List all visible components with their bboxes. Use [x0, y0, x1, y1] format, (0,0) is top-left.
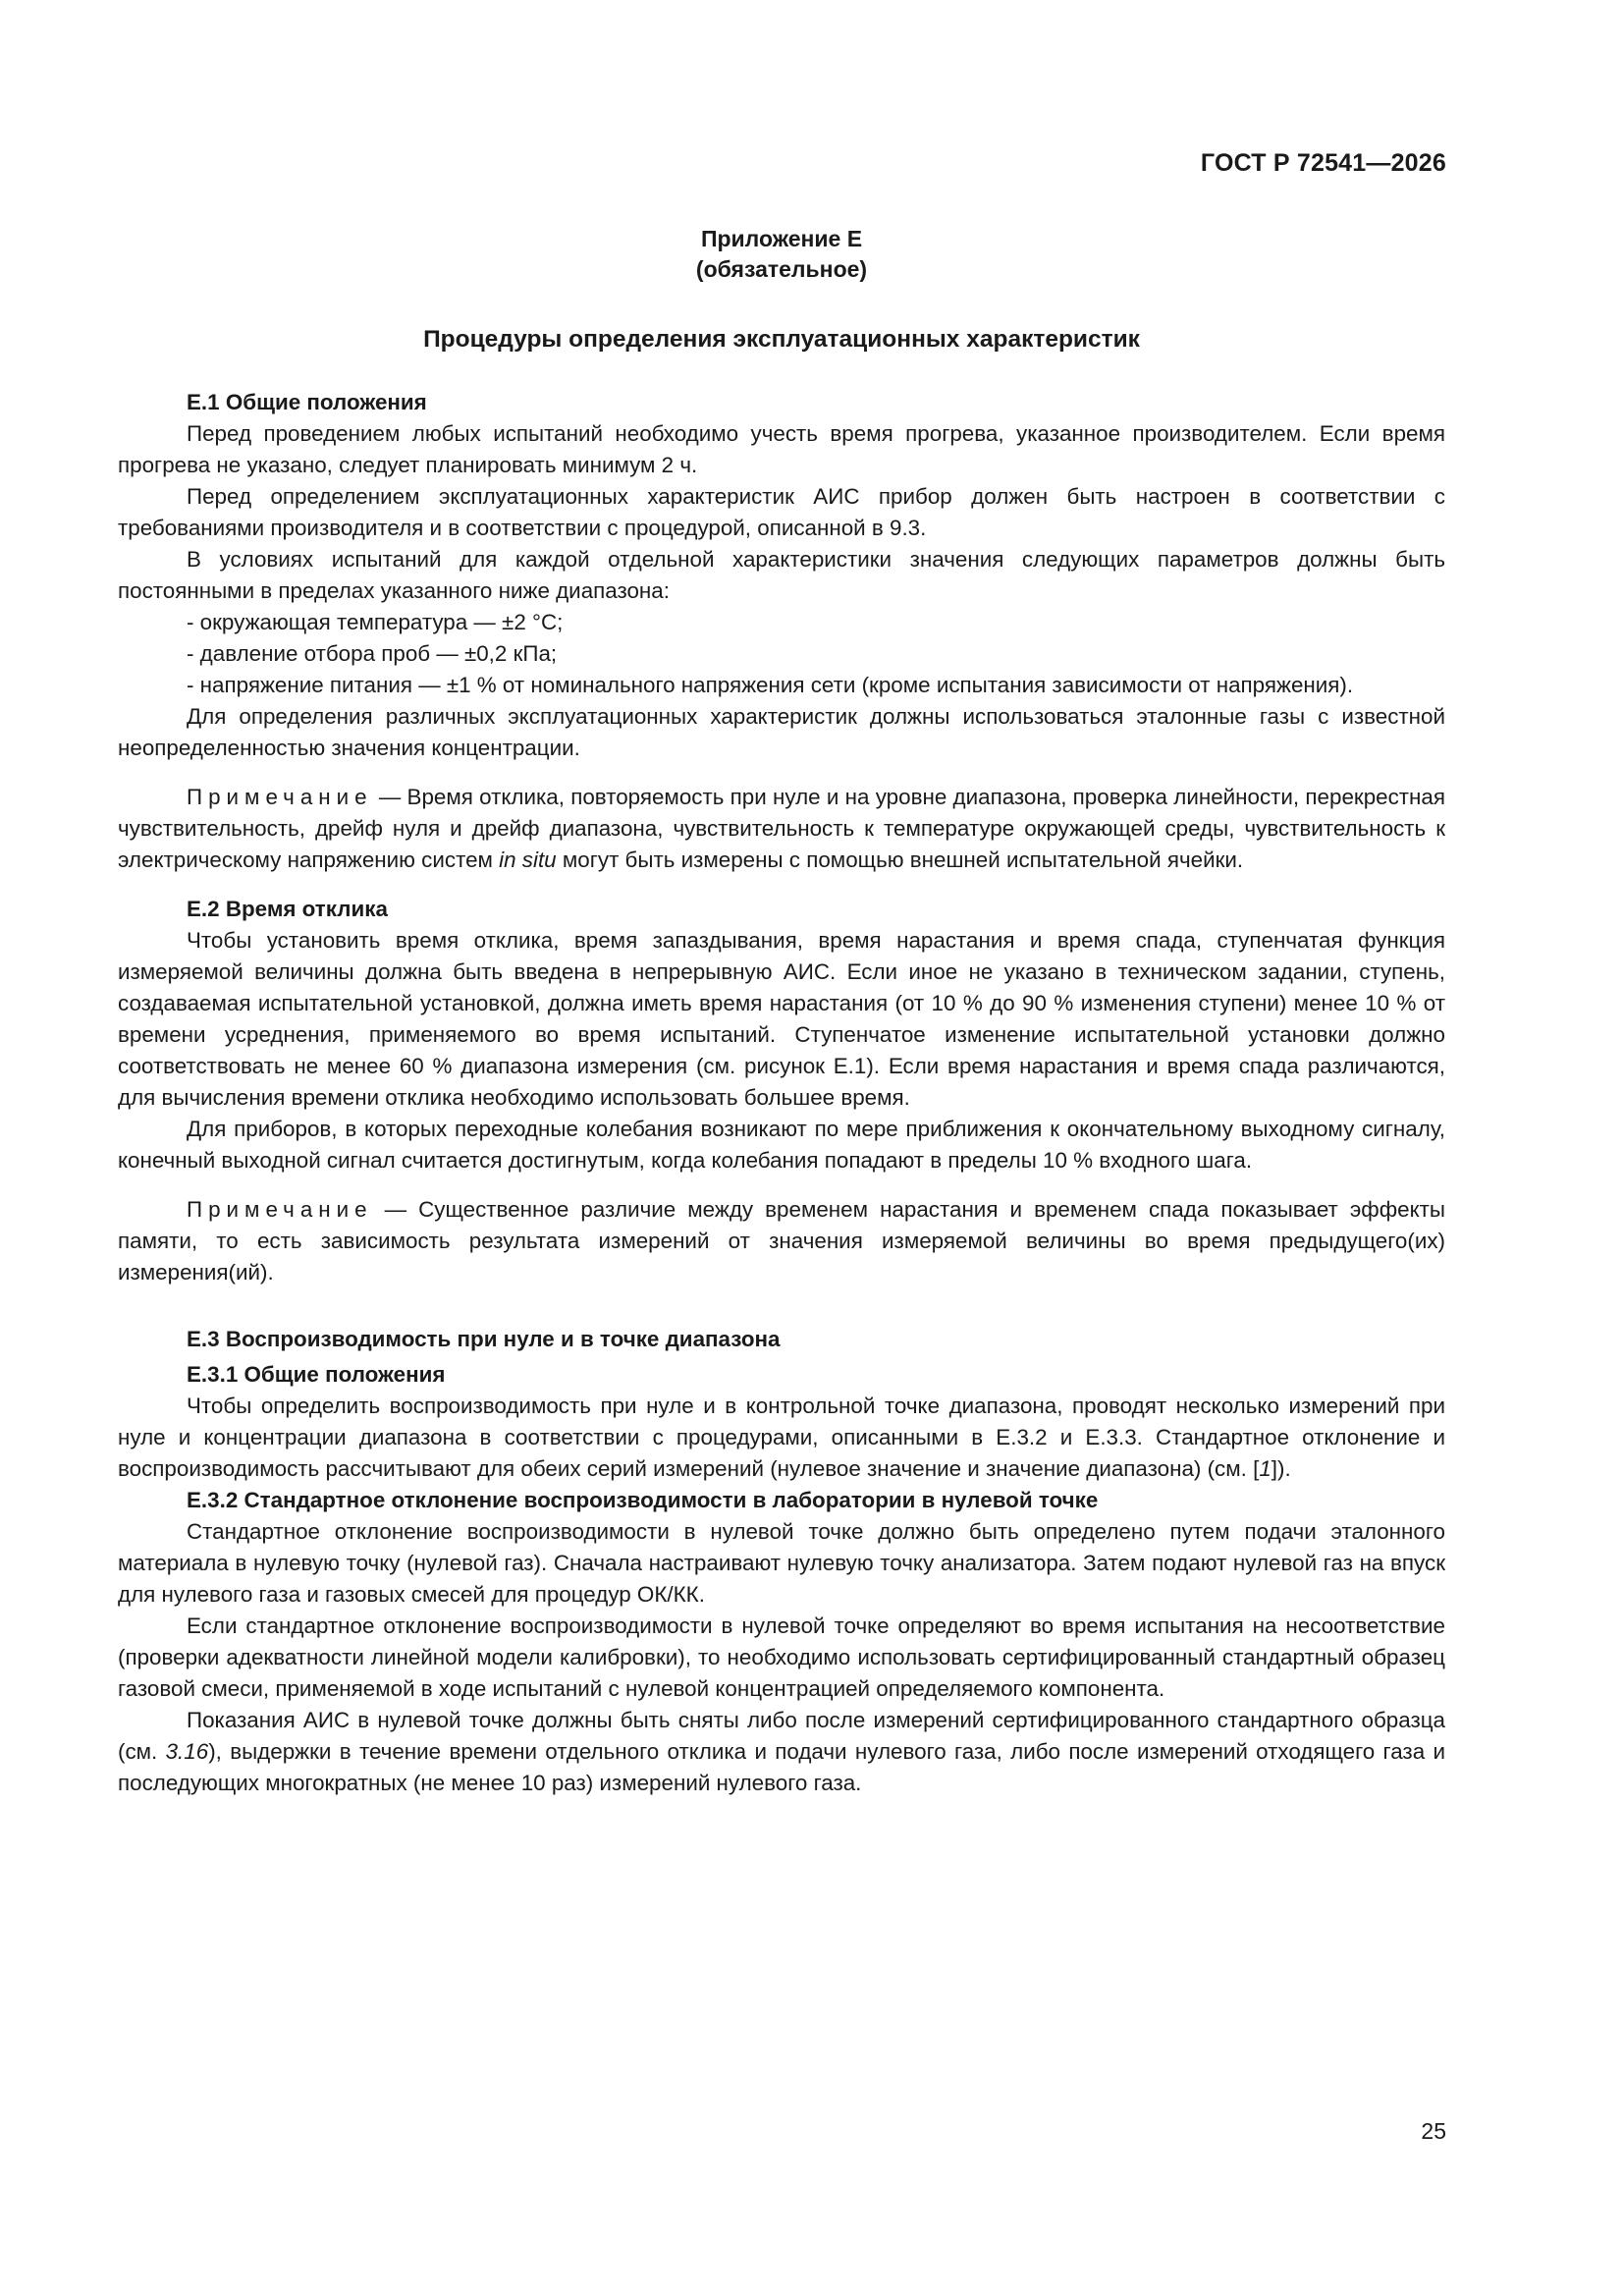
section-e1-paragraph-2: Перед определением эксплуатационных характеристик АИС прибор должен быть настроен в соответствии с требованиями производителя и в соответствии с процедурой, описанной в 9.3. [118, 484, 1445, 540]
section-e3-2-paragraph-3: Показания АИС в нулевой точке должны быть сняты либо после измерений сертифицированного стандартного образца (см. 3.16), выдержки в течение времени отдельного отклика и подачи нулевого газа, либо после измерений отходящего газа и последующих многократных (не менее 10 раз) измерений нулевого газа. [118, 1708, 1445, 1795]
section-e3-2-paragraph-2: Если стандартное отклонение воспроизводимости в нулевой точке определяют во время испытания на несоответствие (проверки адекватности линейной модели калибровки), то необходимо использовать сертифицированный стандартный образец газовой смеси, применяемой в ходе испытаний с нулевой концентрацией определяемого компонента. [118, 1613, 1445, 1701]
section-e3-1-paragraph: Чтобы определить воспроизводимость при нуле и в контрольной точке диапазона, проводят несколько измерений при нуле и концентрации диапазона в соответствии с процедурами, описанными в Е.3.2 и Е.3.3. Стандартное отклонение и воспроизводимость рассчитывают для обеих серий измерений (нулевое значение и значение диапазона) (см. [1]). [118, 1394, 1445, 1481]
section-e1-note: Примечание — Время отклика, повторяемость при нуле и на уровне диапазона, проверка линейности, перекрестная чувствительность, дрейф нуля и дрейф диапазона, чувствительность к температуре окружающей среды, чувствительность к электрическому напряжению систем in situ могут быть измерены с помощью внешней испытательной ячейки. [118, 785, 1445, 872]
section-e1-heading: Е.1 Общие положения [187, 390, 427, 414]
section-e3-heading: Е.3 Воспроизводимость при нуле и в точке диапазона [187, 1327, 781, 1351]
section-e2-heading: Е.2 Время отклика [187, 897, 388, 921]
section-e1-paragraph-4: Для определения различных эксплуатационных характеристик должны использоваться эталонные газы с известной неопределенностью значения концентрации. [118, 704, 1445, 760]
section-e2-note: Примечание — Существенное различие между временем нарастания и временем спада показывает эффекты памяти, то есть зависимость результата измерений от значения измеряемой величины во время предыдущего(их) измерения(ий). [118, 1197, 1445, 1285]
list-item-temperature: - окружающая температура — ±2 °С; [187, 610, 564, 634]
note-label: Примечание [187, 1197, 373, 1222]
section-e1-paragraph-3: В условиях испытаний для каждой отдельной характеристики значения следующих параметров должны быть постоянными в пределах указанного ниже диапазона: [118, 547, 1445, 603]
list-item-pressure: - давление отбора проб — ±0,2 кПа; [187, 641, 558, 666]
section-e3-2-paragraph-1: Стандартное отклонение воспроизводимости в нулевой точке должно быть определено путем подачи эталонного материала в нулевую точку (нулевой газ). Сначала настраивают нулевую точку анализатора. Затем подают нулевой газ на впуск для нулевого газа и газовых смесей для процедур ОК/КК. [118, 1519, 1445, 1607]
section-e2-paragraph-1: Чтобы установить время отклика, время запаздывания, время нарастания и время спада, ступенчатая функция измеряемой величины должна быть введена в непрерывную АИС. Если иное не указано в техническом задании, ступень, создаваемая испытательной установкой, должна иметь время нарастания (от 10 % до 90 % изменения ступени) менее 10 % от времени усреднения, применяемого во время испытаний. Ступенчатое изменение испытательной установки должно соответствовать не менее 60 % диапазона измерения (см. рисунок Е.1). Если время нарастания и время спада различаются, для вычисления времени отклика необходимо использовать большее время. [118, 928, 1445, 1110]
annex-status: (обязательное) [695, 256, 868, 282]
note-label: Примечание [187, 785, 373, 809]
section-e2-paragraph-2: Для приборов, в которых переходные колебания возникают по мере приближения к окончательному выходному сигналу, конечный выходной сигнал считается достигнутым, когда колебания попадают в пределы 10 % входного шага. [118, 1117, 1445, 1173]
section-e3-1-heading: Е.3.1 Общие положения [187, 1362, 446, 1387]
page-number: 25 [1421, 2118, 1446, 2144]
section-e1-paragraph-1: Перед проведением любых испытаний необходимо учесть время прогрева, указанное производителем. Если время прогрева не указано, следует планировать минимум 2 ч. [118, 421, 1445, 477]
document-code: ГОСТ Р 72541—2026 [1200, 149, 1446, 177]
list-item-voltage: - напряжение питания — ±1 % от номинального напряжения сети (кроме испытания зависимости от напряжения). [187, 673, 1354, 697]
annex-label: Приложение Е [700, 226, 863, 251]
annex-title: Процедуры определения эксплуатационных характеристик [423, 326, 1140, 353]
section-e3-2-heading: Е.3.2 Стандартное отклонение воспроизводимости в лаборатории в нулевой точке [187, 1488, 1099, 1512]
page-content [118, 224, 1445, 1799]
